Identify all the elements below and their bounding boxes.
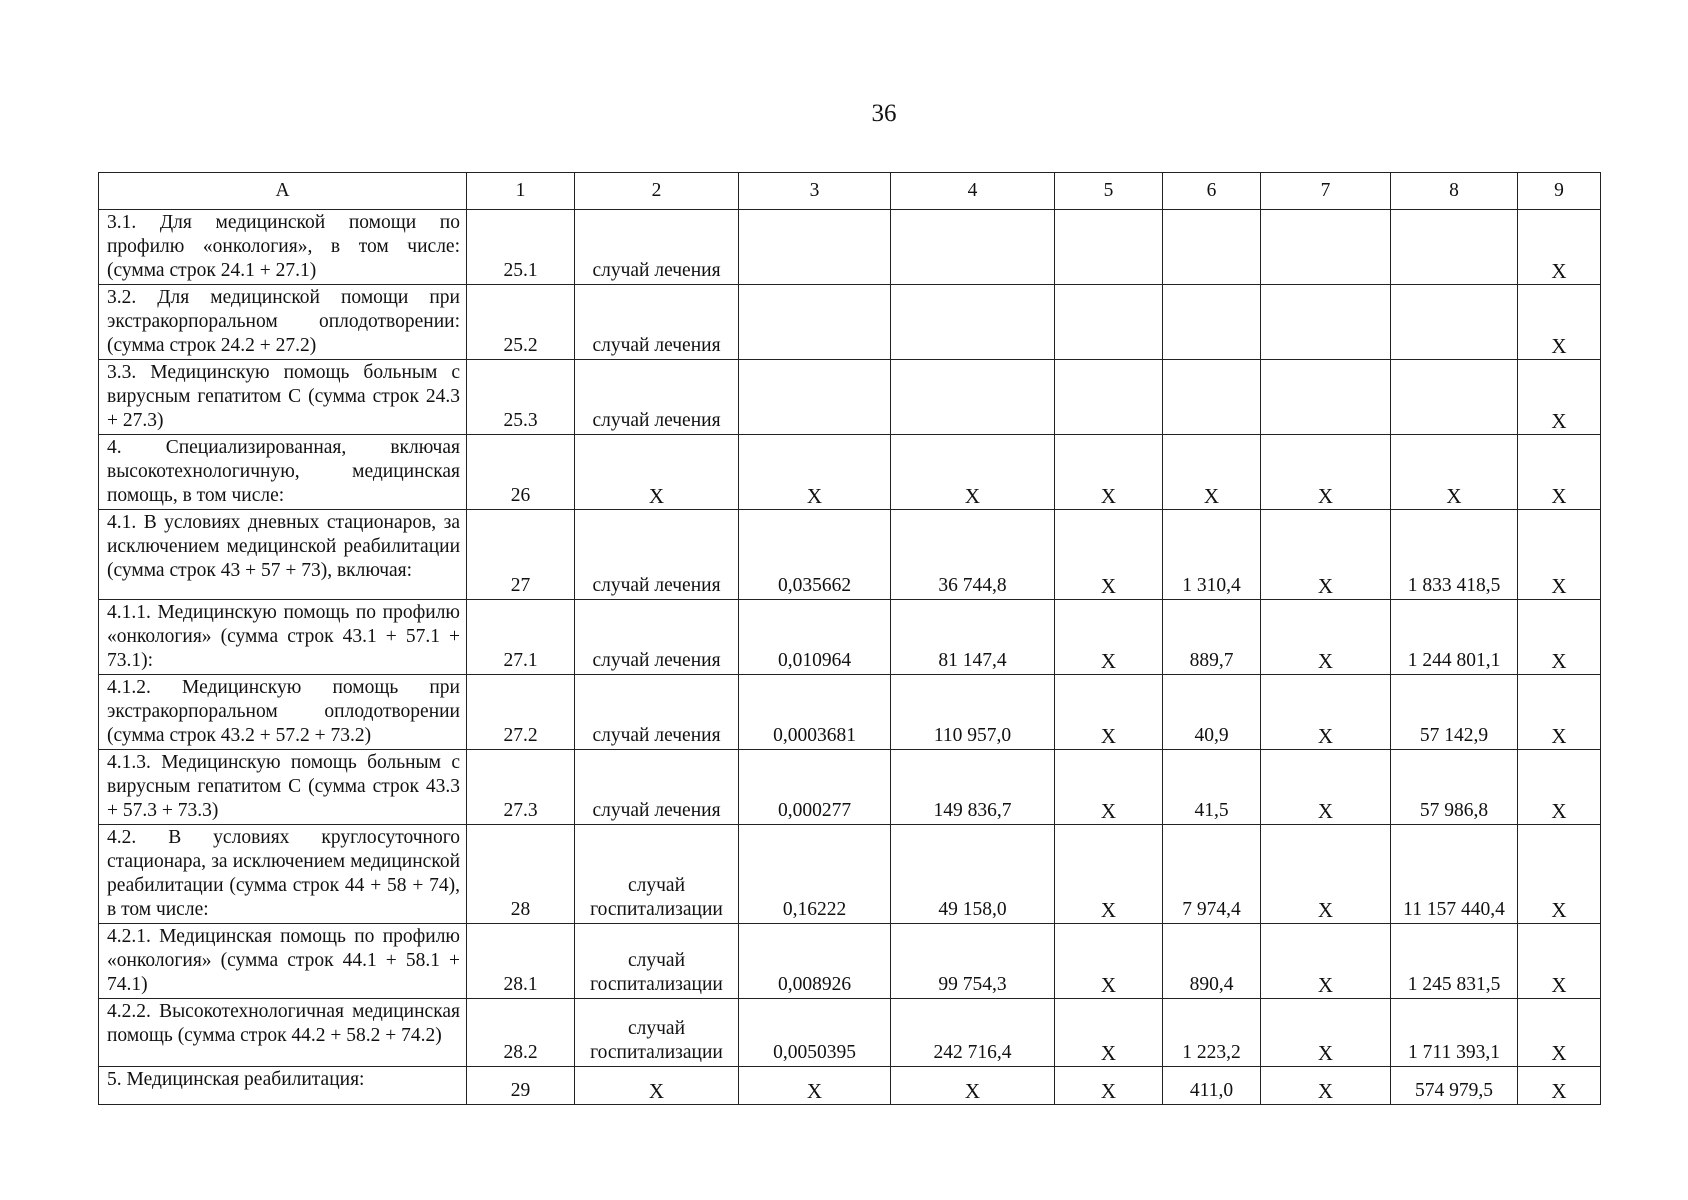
table-cell: X — [1055, 825, 1163, 924]
table-cell: 0,0050395 — [739, 999, 891, 1067]
row-label: 3.2. Для медицинской помощи при экстракорпоральном оплодотворении: (сумма строк 24.2 + 27.2) — [99, 285, 467, 360]
table-cell: 11 157 440,4 — [1391, 825, 1518, 924]
table-cell — [739, 210, 891, 285]
table-row — [99, 600, 1601, 675]
row-label: 4.1.3. Медицинскую помощь больным с вирусным гепатитом С (сумма строк 43.3 + 57.3 + 73.3) — [99, 750, 467, 825]
table-cell: X — [1518, 924, 1601, 999]
table-cell: 40,9 — [1163, 675, 1261, 750]
table-cell: X — [739, 435, 891, 510]
table-cell — [1391, 210, 1518, 285]
table-cell: X — [1261, 999, 1391, 1067]
table-cell: 0,16222 — [739, 825, 891, 924]
table-cell: случай лечения — [575, 750, 739, 825]
row-label: 4.1.2. Медицинскую помощь при экстракорпоральном оплодотворении (сумма строк 43.2 + 57.2 + 73.2) — [99, 675, 467, 750]
table-row — [99, 210, 1601, 285]
table-cell: X — [575, 1067, 739, 1105]
table-cell: случай лечения — [575, 510, 739, 600]
data-table — [98, 172, 1601, 1105]
table-cell: X — [1055, 750, 1163, 825]
table-cell: X — [739, 1067, 891, 1105]
table-cell: X — [1261, 825, 1391, 924]
column-header: 8 — [1391, 173, 1518, 210]
table-cell: X — [1518, 510, 1601, 600]
table-cell: X — [1518, 675, 1601, 750]
table-cell: случай лечения — [575, 600, 739, 675]
table-cell — [1163, 360, 1261, 435]
table-cell: 0,010964 — [739, 600, 891, 675]
table-cell: X — [1261, 924, 1391, 999]
table-cell: 0,035662 — [739, 510, 891, 600]
table-row — [99, 510, 1601, 600]
table-cell: X — [891, 435, 1055, 510]
column-header: 1 — [467, 173, 575, 210]
table-cell: X — [1055, 435, 1163, 510]
table-cell: 25.3 — [467, 360, 575, 435]
table-cell: 99 754,3 — [891, 924, 1055, 999]
row-label: 4.1.1. Медицинскую помощь по профилю «онкология» (сумма строк 43.1 + 57.1 + 73.1): — [99, 600, 467, 675]
table-cell: X — [1518, 1067, 1601, 1105]
table-cell: 411,0 — [1163, 1067, 1261, 1105]
table-cell: 57 142,9 — [1391, 675, 1518, 750]
table-cell: 27.3 — [467, 750, 575, 825]
table-cell: X — [1518, 360, 1601, 435]
table-header-row — [99, 173, 1601, 210]
table-cell — [1163, 285, 1261, 360]
column-header: 2 — [575, 173, 739, 210]
table-cell — [1261, 360, 1391, 435]
table-cell — [891, 210, 1055, 285]
column-header: 5 — [1055, 173, 1163, 210]
table-cell: X — [1518, 825, 1601, 924]
row-label: 3.1. Для медицинской помощи по профилю «онкология», в том числе: (сумма строк 24.1 + 27.1) — [99, 210, 467, 285]
table-cell: случай госпитализации — [575, 825, 739, 924]
table-cell: X — [1518, 210, 1601, 285]
table-cell — [891, 360, 1055, 435]
table-cell — [1391, 285, 1518, 360]
table-cell: случай лечения — [575, 210, 739, 285]
table-cell: X — [1055, 600, 1163, 675]
table-cell: 27 — [467, 510, 575, 600]
table-cell: 0,000277 — [739, 750, 891, 825]
table-cell: X — [1518, 750, 1601, 825]
table-cell — [1391, 360, 1518, 435]
table-cell: 242 716,4 — [891, 999, 1055, 1067]
table-cell: X — [1518, 999, 1601, 1067]
table-cell: X — [1261, 750, 1391, 825]
table-cell — [1055, 210, 1163, 285]
table-cell: X — [1261, 510, 1391, 600]
table-cell: случай госпитализации — [575, 999, 739, 1067]
table-cell — [1163, 210, 1261, 285]
table-cell: X — [575, 435, 739, 510]
table-cell: 1 244 801,1 — [1391, 600, 1518, 675]
column-header: 4 — [891, 173, 1055, 210]
table-cell — [891, 285, 1055, 360]
table-cell: 25.2 — [467, 285, 575, 360]
table-cell: 41,5 — [1163, 750, 1261, 825]
table-cell: X — [1261, 600, 1391, 675]
column-header: 6 — [1163, 173, 1261, 210]
table-cell — [1055, 285, 1163, 360]
table-cell: случай лечения — [575, 360, 739, 435]
table-cell: 110 957,0 — [891, 675, 1055, 750]
table-row — [99, 999, 1601, 1067]
table-cell: 27.1 — [467, 600, 575, 675]
table-cell: X — [1391, 435, 1518, 510]
table-cell: X — [1163, 435, 1261, 510]
table-row — [99, 1067, 1601, 1105]
table-cell: 149 836,7 — [891, 750, 1055, 825]
table-cell: X — [1055, 999, 1163, 1067]
table-cell: 890,4 — [1163, 924, 1261, 999]
table-row — [99, 675, 1601, 750]
table-cell: 1 833 418,5 — [1391, 510, 1518, 600]
table-cell — [739, 285, 891, 360]
row-label: 4.2. В условиях круглосуточного стационара, за исключением медицинской реабилитации (сумма строк 44 + 58 + 74), в том числе: — [99, 825, 467, 924]
table-cell: X — [1518, 435, 1601, 510]
table-cell: 7 974,4 — [1163, 825, 1261, 924]
table-cell: случай лечения — [575, 675, 739, 750]
table-cell: 1 223,2 — [1163, 999, 1261, 1067]
row-label: 4.2.2. Высокотехнологичная медицинская помощь (сумма строк 44.2 + 58.2 + 74.2) — [99, 999, 467, 1067]
table-cell: 1 245 831,5 — [1391, 924, 1518, 999]
table-row — [99, 750, 1601, 825]
table-row — [99, 924, 1601, 999]
table-cell: 25.1 — [467, 210, 575, 285]
table-cell: X — [1518, 285, 1601, 360]
table-cell: 28 — [467, 825, 575, 924]
table-cell — [1261, 285, 1391, 360]
table-cell: X — [1261, 1067, 1391, 1105]
table-cell: 27.2 — [467, 675, 575, 750]
column-header: 3 — [739, 173, 891, 210]
column-header: А — [99, 173, 467, 210]
table-cell: 29 — [467, 1067, 575, 1105]
column-header: 7 — [1261, 173, 1391, 210]
table-cell: 28.1 — [467, 924, 575, 999]
table-cell: 1 711 393,1 — [1391, 999, 1518, 1067]
row-label: 4.1. В условиях дневных стационаров, за исключением медицинской реабилитации (сумма строк 43 + 57 + 73), включая: — [99, 510, 467, 600]
row-label: 4. Специализированная, включая высокотехнологичную, медицинская помощь, в том числе: — [99, 435, 467, 510]
table-cell — [1261, 210, 1391, 285]
table-cell: случай госпитализации — [575, 924, 739, 999]
table-cell: X — [1055, 510, 1163, 600]
table-cell: 81 147,4 — [891, 600, 1055, 675]
column-header: 9 — [1518, 173, 1601, 210]
table-row — [99, 360, 1601, 435]
table-cell: 57 986,8 — [1391, 750, 1518, 825]
table-cell: X — [1055, 924, 1163, 999]
page-number: 36 — [871, 100, 897, 127]
table-cell: 1 310,4 — [1163, 510, 1261, 600]
table-cell: 36 744,8 — [891, 510, 1055, 600]
table-cell: 49 158,0 — [891, 825, 1055, 924]
table-cell: 0,0003681 — [739, 675, 891, 750]
row-label: 5. Медицинская реабилитация: — [99, 1067, 467, 1105]
table-cell: 26 — [467, 435, 575, 510]
table-cell: 0,008926 — [739, 924, 891, 999]
table-cell: X — [1261, 675, 1391, 750]
table-row — [99, 825, 1601, 924]
table-cell: 574 979,5 — [1391, 1067, 1518, 1105]
table-cell: X — [1518, 600, 1601, 675]
table-row — [99, 285, 1601, 360]
table-cell: X — [1055, 1067, 1163, 1105]
table-cell: 889,7 — [1163, 600, 1261, 675]
table-cell: случай лечения — [575, 285, 739, 360]
table-cell: X — [891, 1067, 1055, 1105]
table-cell: X — [1261, 435, 1391, 510]
table-cell — [739, 360, 891, 435]
row-label: 4.2.1. Медицинская помощь по профилю «онкология» (сумма строк 44.1 + 58.1 + 74.1) — [99, 924, 467, 999]
row-label: 3.3. Медицинскую помощь больным с вирусным гепатитом С (сумма строк 24.3 + 27.3) — [99, 360, 467, 435]
table-cell — [1055, 360, 1163, 435]
table-cell: X — [1055, 675, 1163, 750]
table-cell: 28.2 — [467, 999, 575, 1067]
table-row — [99, 435, 1601, 510]
